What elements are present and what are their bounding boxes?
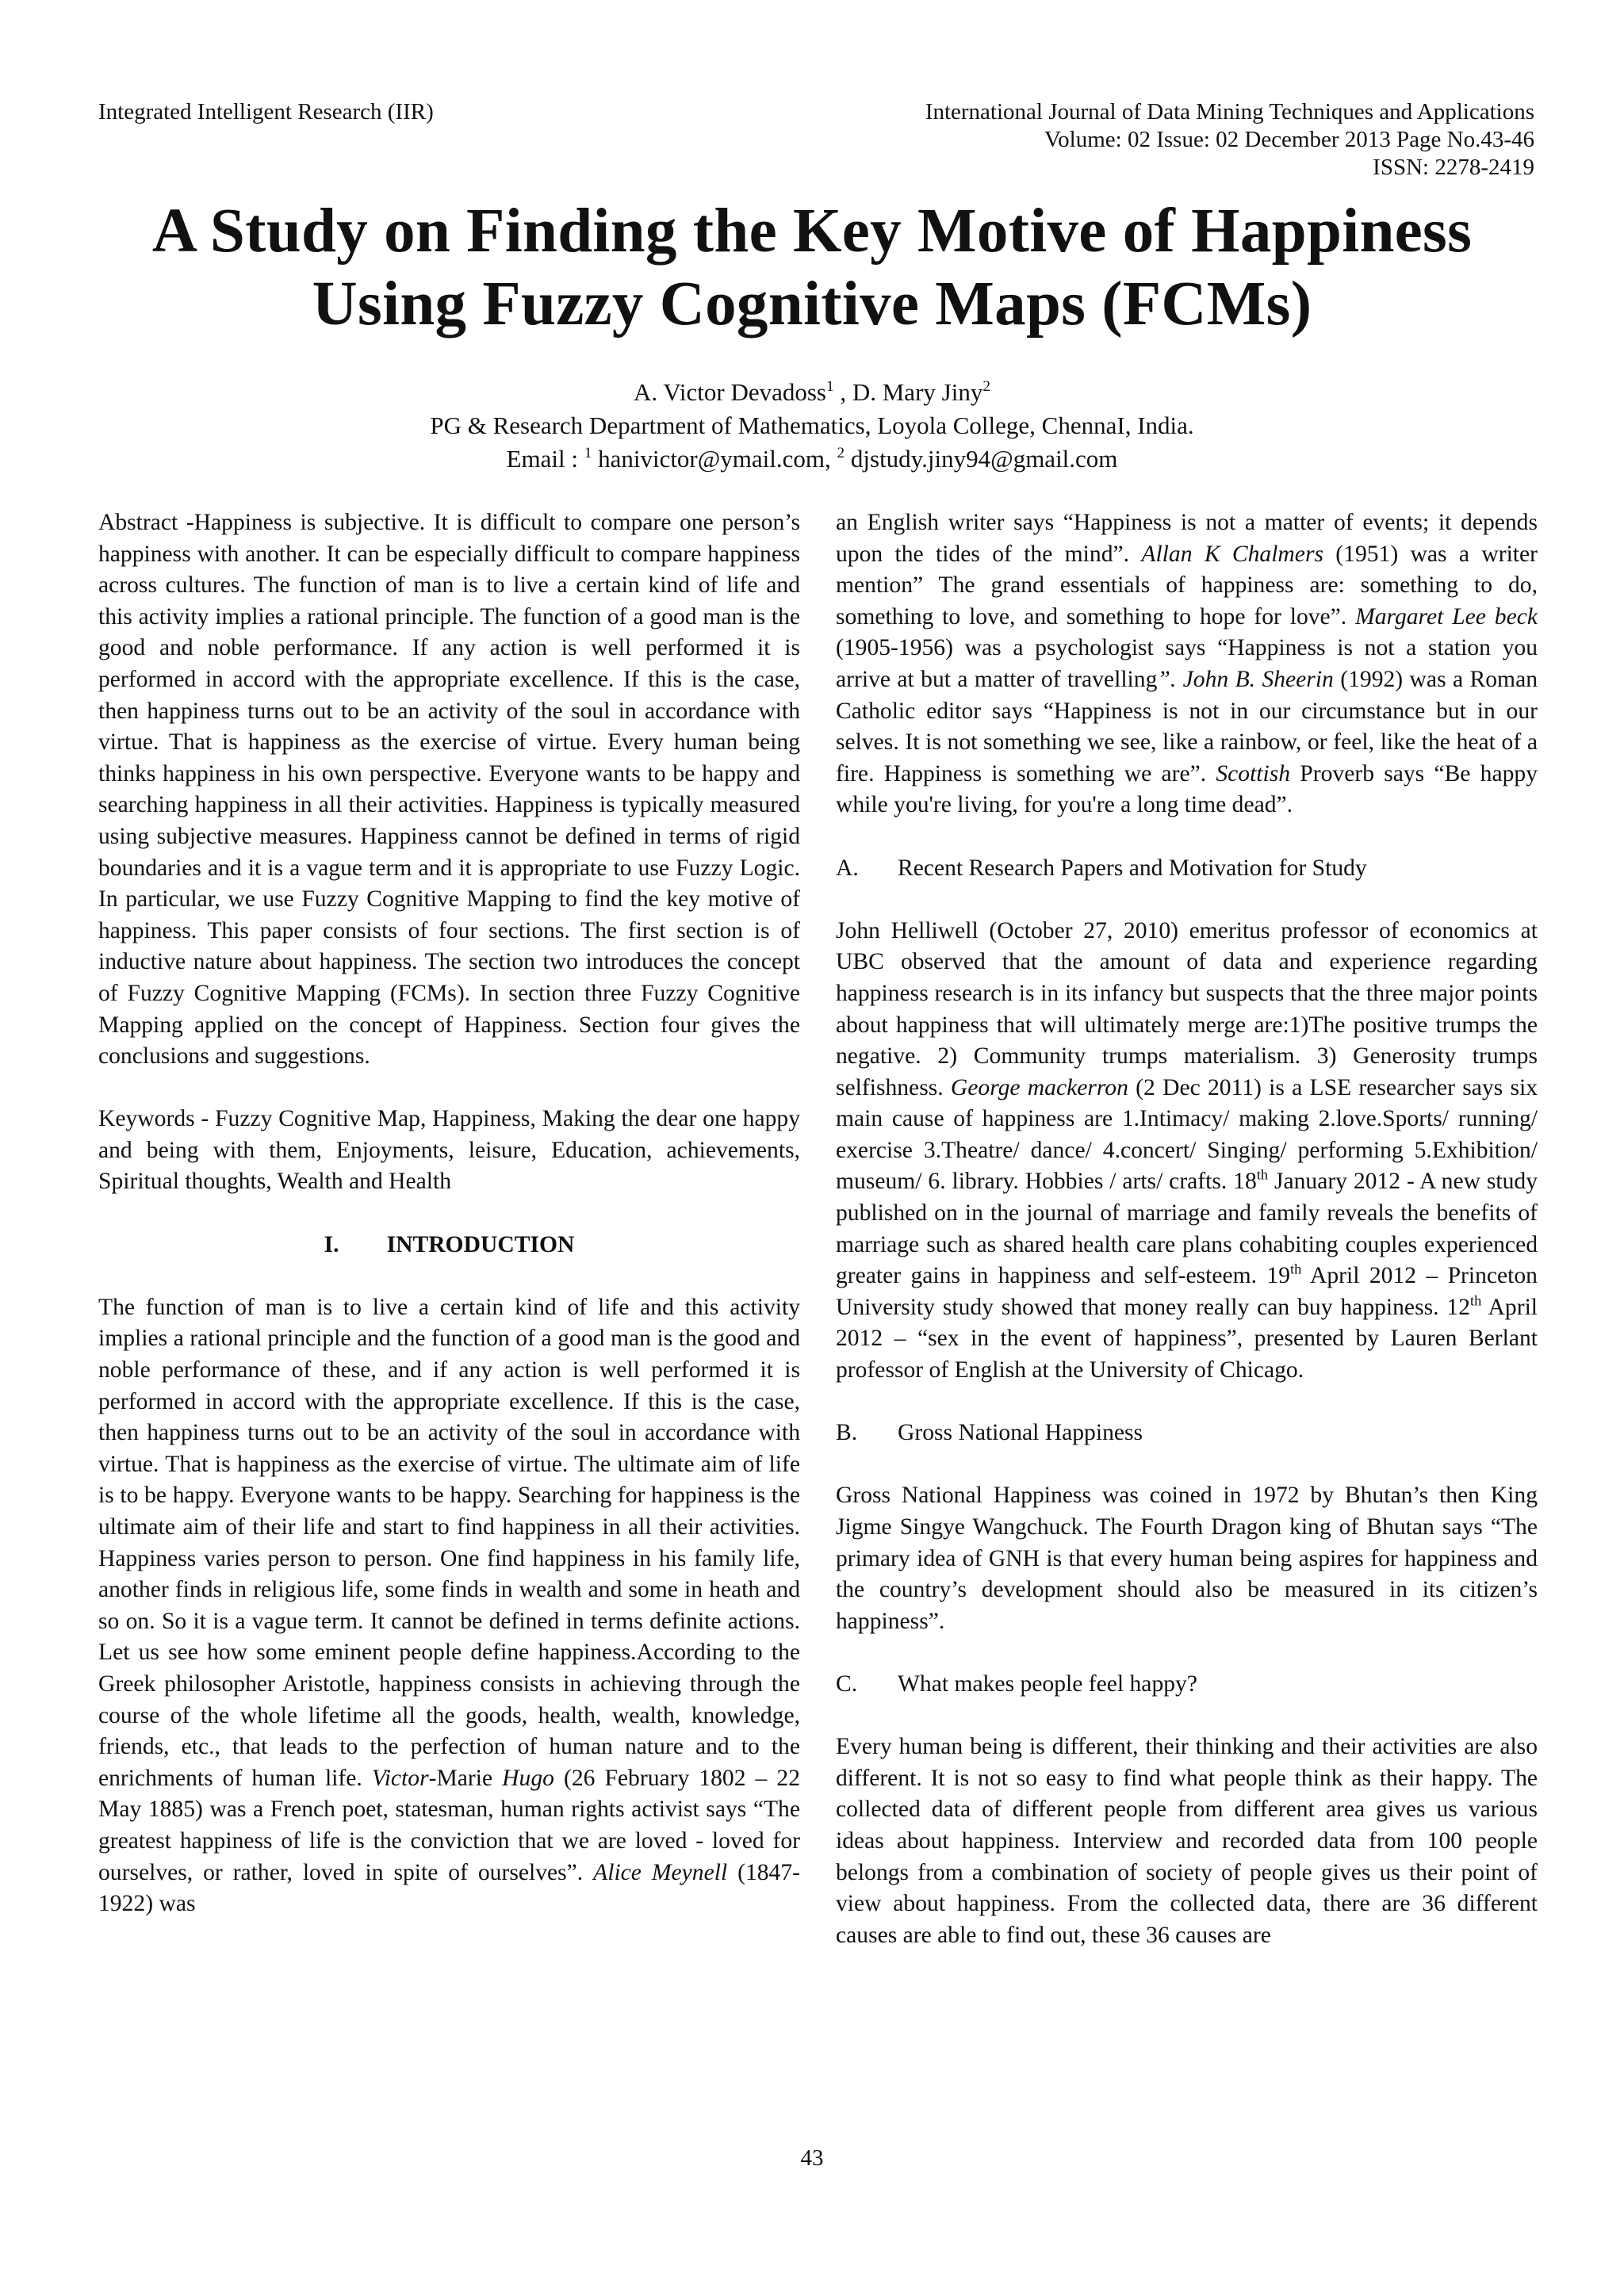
abstract: Abstract -Happiness is subjective. It is difficult to compare one person’s happiness with another. It can be especially difficult to compare happiness across cultures. The function of man is to live a certain kind of life and this activity implies a rational principle. The function of a good man is the good and noble performance. If any action is well performed it is performed in accord with the appropriate excellence. If this is the case, then happiness turns out to be an activity of the soul in accordance with virtue. That is happiness as the exercise of virtue. Every human being thinks happiness in his own perspective. Everyone wants to be happy and searching happiness in all their activities. Happiness is typically measured using subjective measures. Happiness cannot be defined in terms of rigid boundaries and it is a vague term and it is appropriate to use Fuzzy Logic. In particular, we use Fuzzy Cognitive Mapping to find the key motive of happiness. This paper consists of four sections. The first section is of inductive nature about happiness. The section two introduces the concept of Fuzzy Cognitive Mapping (FCMs). In section three Fuzzy Cognitive Mapping applied on the concept of Happiness. Section four gives the conclusions and suggestions. bbox=[98, 510, 800, 1070]
intro-text-b: -Marie bbox=[428, 1765, 503, 1791]
name-chalmers: Allan K Chalmers bbox=[1141, 541, 1323, 567]
journal-publisher: Integrated Intelligent Research (IIR) bbox=[98, 99, 434, 124]
section-a-text-e: April 2012 – “sex in the event of happiness”, presented by Lauren Berlant professor of English at the University of Chicago. bbox=[836, 1294, 1538, 1383]
name-meynell: Alice Meynell bbox=[593, 1859, 728, 1885]
quotes-text-d: (1992) was a Roman Catholic editor says “Happiness is not in our circumstance but in our selves. It is not something we see, like a rainbow, or feel, like the heat of a fire. Happiness is something we are”. bbox=[836, 666, 1538, 786]
email-1[interactable]: hanivictor@ymail.com, bbox=[592, 445, 837, 473]
sup-12th: th bbox=[1470, 1292, 1482, 1309]
section-a-text-b: (2 Dec 2011) is a LSE researcher says six main cause of happiness are 1.Intimacy/ making 2.love.Sports/ running/ exercise 3.Theatre/ dance/ 4.concert/ Singing/ performing 5.Exhibition/ museum/ 6. library. Hobbies / arts/ crafts. 18 bbox=[836, 1074, 1538, 1195]
keywords: Keywords - Fuzzy Cognitive Map, Happiness, Making the dear one happy and being with them, Enjoyments, leisure, Education, achievements, Spiritual thoughts, Wealth and Health bbox=[98, 1106, 800, 1195]
name-sheerin: John B. Sheerin bbox=[1182, 666, 1334, 692]
quote-close: ”. bbox=[1157, 666, 1177, 692]
section-b-title: Gross National Happiness bbox=[898, 1420, 1143, 1446]
section-c-title: What makes people feel happy? bbox=[898, 1670, 1197, 1697]
email-sup-2: 2 bbox=[837, 445, 845, 462]
quotes-text-b: (1951) was a writer mention” The grand essentials of happiness are: something to do, something to love, and something to hope for love”. bbox=[836, 541, 1538, 629]
name-scottish: Scottish bbox=[1216, 760, 1291, 786]
quotes-text-c: (1905-1956) was a psychologist says “Happiness is not a station you arrive at but a matter of travelling bbox=[836, 635, 1538, 692]
introduction-title: INTRODUCTION bbox=[386, 1231, 575, 1257]
section-a-title: Recent Research Papers and Motivation for Study bbox=[898, 855, 1367, 881]
affiliation: PG & Research Department of Mathematics, Loyola College, ChennaI, India. bbox=[430, 411, 1194, 439]
introduction-heading bbox=[98, 1230, 800, 1261]
section-b-text: Gross National Happiness was coined in 1972 by Bhutan’s then King Jigme Singye Wangchuck. The Fourth Dragon king of Bhutan says “The primary idea of GNH is that every human being aspires for happiness and the country’s development should also be measured in its citizen’s happiness”. bbox=[836, 1483, 1538, 1634]
intro-text-d: (1847-1922) was bbox=[98, 1859, 801, 1917]
email-sup-1: 1 bbox=[584, 445, 592, 462]
journal-name: International Journal of Data Mining Techniques and Applications bbox=[925, 99, 1534, 124]
quotes-text-e: Proverb says “Be happy while you're living, for you're a long time dead”. bbox=[836, 760, 1538, 818]
quotes-space bbox=[1176, 667, 1182, 692]
section-a-text bbox=[836, 916, 1538, 1387]
name-mackerron: George mackerron bbox=[950, 1074, 1128, 1100]
right-column bbox=[836, 507, 1538, 1951]
name-victor: Victor bbox=[371, 1765, 429, 1791]
journal-info bbox=[925, 98, 1534, 182]
introduction-number: I. bbox=[324, 1231, 339, 1257]
author-separator: , bbox=[833, 378, 852, 406]
email-2[interactable]: djstudy.jiny94@gmail.com bbox=[845, 445, 1118, 473]
section-a-label: A. bbox=[836, 855, 859, 881]
author-2-sup: 2 bbox=[982, 378, 990, 396]
section-a-heading bbox=[836, 853, 1538, 885]
title-line-1: A Study on Finding the Key Motive of Happiness bbox=[151, 197, 1473, 266]
section-b-label: B. bbox=[836, 1420, 858, 1446]
introduction-text bbox=[98, 1292, 800, 1920]
left-column bbox=[98, 507, 800, 1920]
sup-18th: th bbox=[1256, 1167, 1269, 1184]
quotes-paragraph bbox=[836, 507, 1538, 821]
section-a-text-d: April 2012 – Princeton University study showed that money really can buy happiness. 12 bbox=[836, 1263, 1538, 1320]
section-c-label: C. bbox=[836, 1670, 858, 1697]
author-block bbox=[0, 376, 1624, 476]
section-a-text-a: John Helliwell (October 27, 2010) emeritus professor of economics at UBC observed that the amount of data and experience regarding happiness research is in its infancy but suspects that the three major points about happiness that will ultimately merge are:1)The positive trumps the negative. 2) Community trumps materialism. 3) Generosity trumps selfishness. bbox=[836, 917, 1538, 1100]
author-1: A. Victor Devadoss bbox=[634, 378, 826, 406]
journal-issn: ISSN: 2278-2419 bbox=[1373, 155, 1534, 180]
intro-text-c: (26 February 1802 – 22 May 1885) was a French poet, statesman, human rights activist says “The greatest happiness of life is the conviction that we are loved - loved for ourselves, or rather, loved in spite of ourselves”. bbox=[98, 1765, 800, 1885]
section-c-heading bbox=[836, 1669, 1538, 1701]
page-number: 43 bbox=[800, 2145, 824, 2171]
email-line bbox=[0, 442, 1624, 476]
author-names bbox=[0, 376, 1624, 409]
section-b-heading bbox=[836, 1418, 1538, 1449]
intro-text-a: The function of man is to live a certain kind of life and this activity implies a rational principle and the function of a good man is the good and noble performance of these, and if any action is well performed it is performed in accord with the appropriate excellence. If this is the case, then happiness turns out to be an activity of the soul in accordance with virtue. That is happiness as the exercise of virtue. The ultimate aim of life is to be happy. Everyone wants to be happy. Searching for happiness is the ultimate aim of their life and start to find happiness in all their activities. Happiness varies person to person. One find happiness in his family life, another finds in religious life, some finds in wealth and some in heath and so on. So it is a vague term. It cannot be defined in terms definite actions. Let us see how some eminent people define happiness.According to the Greek philosopher Aristotle, happiness consists in achieving through the course of the whole lifetime all the goods, health, wealth, knowledge, friends, etc., that leads to the perfection of human nature and to the enrichments of human life. bbox=[98, 1294, 800, 1791]
quotes-text-a: an English writer says “Happiness is not a matter of events; it depends upon the tides of the mind”. bbox=[836, 510, 1538, 567]
author-2: D. Mary Jiny bbox=[852, 378, 983, 406]
sup-19th: th bbox=[1290, 1261, 1302, 1277]
name-hugo: Hugo bbox=[502, 1765, 554, 1791]
paper-title bbox=[0, 195, 1624, 341]
name-beck: Margaret Lee beck bbox=[1355, 603, 1538, 629]
email-label: Email : bbox=[506, 445, 584, 473]
title-line-2: Using Fuzzy Cognitive Maps (FCMs) bbox=[312, 270, 1312, 339]
section-c-text: Every human being is different, their thinking and their activities are also different. It is not so easy to find what people think as their happy. The collected data of different people from different area gives us various ideas about happiness. Interview and recorded data from 100 people belongs from a combination of society of people gives us their point of view about happiness. From the collected data, there are 36 different causes are able to find out, these 36 causes are bbox=[836, 1734, 1538, 1948]
section-a-text-c: January 2012 - A new study published on in the journal of marriage and family reveals the benefits of marriage such as shared health care plans cohabiting couples experienced greater gains in happiness and self-esteem. 19 bbox=[836, 1169, 1538, 1289]
author-1-sup: 1 bbox=[826, 378, 834, 396]
journal-volume: Volume: 02 Issue: 02 December 2013 Page No.43-46 bbox=[1044, 127, 1534, 152]
